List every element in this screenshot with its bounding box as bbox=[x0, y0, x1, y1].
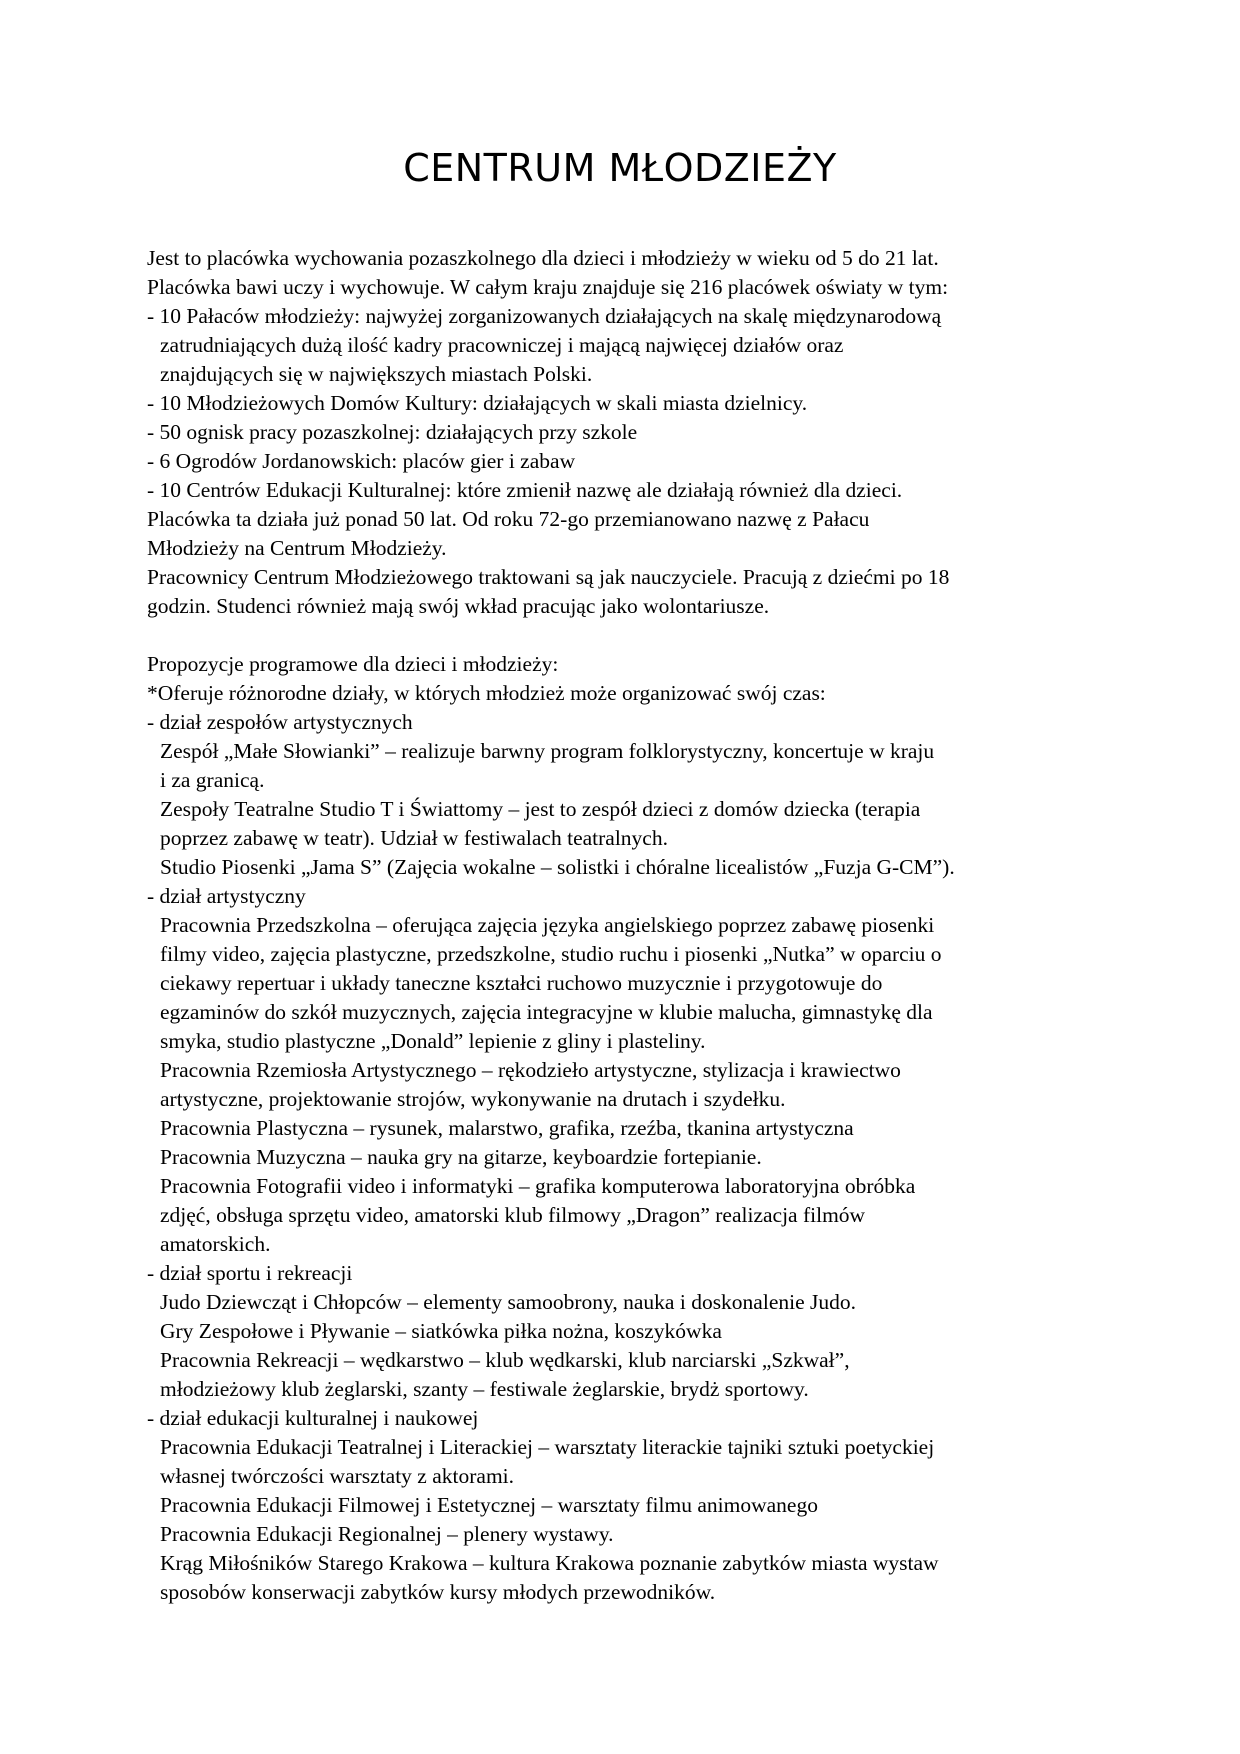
category-entry: smyka, studio plastyczne „Donald” lepienie z gliny i plasteliny. bbox=[160, 1029, 706, 1053]
category-entry: Judo Dziewcząt i Chłopców – elementy samoobrony, nauka i doskonalenie Judo. bbox=[160, 1290, 856, 1314]
text-line: Młodzieży na Centrum Młodzieży. bbox=[147, 536, 447, 560]
category-entry: Pracownia Rekreacji – wędkarstwo – klub wędkarski, klub narciarski „Szkwał”, bbox=[160, 1348, 850, 1372]
category-entry: Pracownia Edukacji Filmowej i Estetycznej – warsztaty filmu animowanego bbox=[160, 1493, 818, 1517]
category-heading: - dział artystyczny bbox=[147, 884, 306, 908]
category-entry: Studio Piosenki „Jama S” (Zajęcia wokalne – solistki i chóralne licealistów „Fuzja G-CM”). bbox=[160, 855, 955, 879]
category-entry: Pracownia Przedszkolna – oferująca zajęcia języka angielskiego poprzez zabawę piosenki bbox=[160, 913, 935, 937]
text-line: Jest to placówka wychowania pozaszkolnego dla dzieci i młodzieży w wieku od 5 do 21 lat. bbox=[147, 246, 939, 270]
category-entry: i za granicą. bbox=[160, 768, 265, 792]
category-entry: amatorskich. bbox=[160, 1232, 271, 1256]
category-entry: zdjęć, obsługa sprzętu video, amatorski klub filmowy „Dragon” realizacja filmów bbox=[160, 1203, 866, 1227]
category-entry: ciekawy repertuar i układy taneczne kształci ruchowo muzycznie i przygotowuje do bbox=[160, 971, 883, 995]
category-entry: Pracownia Edukacji Teatralnej i Literackiej – warsztaty literackie tajniki sztuki poetyckiej bbox=[160, 1435, 935, 1459]
text-line: godzin. Studenci również mają swój wkład pracując jako wolontariusze. bbox=[147, 594, 770, 618]
blank-line bbox=[147, 621, 1107, 650]
section-heading: Propozycje programowe dla dzieci i młodzieży: bbox=[147, 652, 559, 676]
list-item: - 10 Młodzieżowych Domów Kultury: działających w skali miasta dzielnicy. bbox=[147, 391, 808, 415]
list-item: - 10 Centrów Edukacji Kulturalnej: które zmienił nazwę ale działają również dla dzieci. bbox=[147, 478, 903, 502]
text-line: Pracownicy Centrum Młodzieżowego traktowani są jak nauczyciele. Pracują z dziećmi po 18 bbox=[147, 565, 950, 589]
list-item: - 6 Ogrodów Jordanowskich: placów gier i zabaw bbox=[147, 449, 576, 473]
category-entry: Pracownia Edukacji Regionalnej – plenery wystawy. bbox=[160, 1522, 614, 1546]
category-heading: - dział sportu i rekreacji bbox=[147, 1261, 353, 1285]
category-entry: Pracownia Fotografii video i informatyki – grafika komputerowa laboratoryjna obróbka bbox=[160, 1174, 916, 1198]
list-item-continuation: zatrudniających dużą ilość kadry pracowniczej i mającą najwięcej działów oraz bbox=[160, 333, 844, 357]
list-item: - 10 Pałaców młodzieży: najwyżej zorganizowanych działających na skalę międzynarodową bbox=[147, 304, 942, 328]
category-entry: poprzez zabawę w teatr). Udział w festiwalach teatralnych. bbox=[160, 826, 668, 850]
text-line: Placówka bawi uczy i wychowuje. W całym kraju znajduje się 216 placówek oświaty w tym: bbox=[147, 275, 949, 299]
text-line: *Oferuje różnorodne działy, w których młodzież może organizować swój czas: bbox=[147, 681, 826, 705]
category-heading: - dział edukacji kulturalnej i naukowej bbox=[147, 1406, 479, 1430]
category-entry: Pracownia Muzyczna – nauka gry na gitarze, keyboardzie fortepianie. bbox=[160, 1145, 762, 1169]
category-entry: artystyczne, projektowanie strojów, wykonywanie na drutach i szydełku. bbox=[160, 1087, 786, 1111]
category-entry: młodzieżowy klub żeglarski, szanty – festiwale żeglarskie, brydż sportowy. bbox=[160, 1377, 809, 1401]
category-entry: sposobów konserwacji zabytków kursy młodych przewodników. bbox=[160, 1580, 716, 1604]
category-entry: Krąg Miłośników Starego Krakowa – kultura Krakowa poznanie zabytków miasta wystaw bbox=[160, 1551, 939, 1575]
category-entry: Zespoły Teatralne Studio T i Świattomy – jest to zespół dzieci z domów dziecka (terapia bbox=[160, 797, 921, 821]
category-entry: własnej twórczości warsztaty z aktorami. bbox=[160, 1464, 515, 1488]
category-entry: Gry Zespołowe i Pływanie – siatkówka piłka nożna, koszykówka bbox=[160, 1319, 722, 1343]
text-line: Placówka ta działa już ponad 50 lat. Od roku 72-go przemianowano nazwę z Pałacu bbox=[147, 507, 870, 531]
list-item-continuation: znajdujących się w największych miastach Polski. bbox=[160, 362, 593, 386]
document-body bbox=[147, 244, 1107, 1607]
list-item: - 50 ognisk pracy pozaszkolnej: działających przy szkole bbox=[147, 420, 638, 444]
category-entry: egzaminów do szkół muzycznych, zajęcia integracyjne w klubie malucha, gimnastykę dla bbox=[160, 1000, 933, 1024]
category-entry: Zespół „Małe Słowianki” – realizuje barwny program folklorystyczny, koncertuje w kraju bbox=[160, 739, 935, 763]
category-heading: - dział zespołów artystycznych bbox=[147, 710, 413, 734]
category-entry: Pracownia Rzemiosła Artystycznego – rękodzieło artystyczne, stylizacja i krawiectwo bbox=[160, 1058, 901, 1082]
document-title: CENTRUM MŁODZIEŻY bbox=[403, 146, 837, 190]
category-entry: filmy video, zajęcia plastyczne, przedszkolne, studio ruchu i piosenki „Nutka” w oparciu o bbox=[160, 942, 942, 966]
category-entry: Pracownia Plastyczna – rysunek, malarstwo, grafika, rzeźba, tkanina artystyczna bbox=[160, 1116, 854, 1140]
